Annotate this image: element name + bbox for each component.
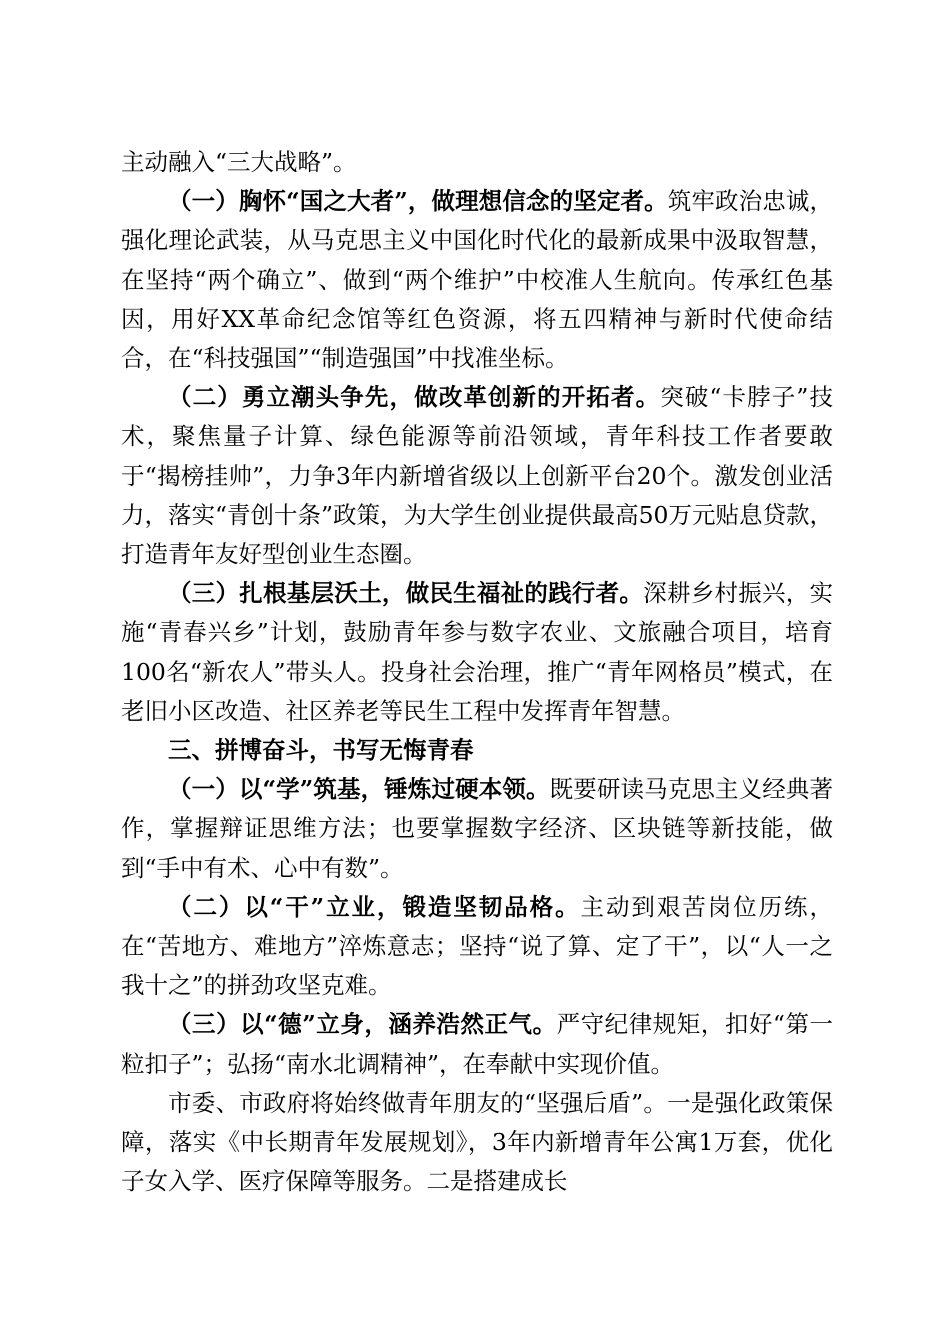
paragraph-lead: （二）以“干”立业，锻造坚韧品格。 — [168, 892, 581, 921]
paragraph-text: 主动到艰苦岗位历练，在“苦地方、难地方”淬炼意志；坚持“说了算、定了干”，以“人一之我十之”的拼劲攻坚克难。 — [121, 892, 833, 1000]
paragraph-lead: （三）以“德”立身，涵养浩然正气。 — [168, 1010, 557, 1039]
paragraph-lead: （一）胸怀“国之大者”，做理想信念的坚定者。 — [168, 187, 668, 216]
paragraph-2 — [121, 378, 833, 574]
paragraph-4 — [121, 770, 833, 888]
paragraph-lead: （一）以“学”筑基，锤炼过硬本领。 — [168, 775, 550, 804]
paragraph-lead: （二）勇立潮头争先，做改革创新的开拓者。 — [168, 383, 661, 412]
paragraph-text: 深耕乡村振兴，实施“青春兴乡”计划，鼓励青年参与数字农业、文旅融合项目，培育100名“新农人”带头人。投身社会治理，推广“青年网格员”模式，在老旧小区改造、社区养老等民生工程中发挥青年智慧。 — [121, 579, 834, 725]
section-heading-text: 三、拼博奋斗，书写无悔青春 — [168, 736, 474, 765]
paragraph-text: 主动融入“三大战略”。 — [121, 148, 357, 176]
paragraph-text: 严守纪律规矩，扣好“第一粒扣子”；弘扬“南水北调精神”，在奉献中实现价值。 — [121, 1010, 833, 1078]
paragraph-6 — [121, 1005, 833, 1083]
paragraph-text: 市委、市政府将始终做青年朋友的“坚强后盾”。一是强化政策保障，落实《中长期青年发展规划》，3年内新增青年公寓1万套，优化子女入学、医疗保障等服务。二是搭建成长 — [121, 1088, 833, 1196]
section-heading — [121, 731, 833, 770]
paragraph-text: 筑牢政治忠诚，强化理论武装，从马克思主义中国化时代化的最新成果中汲取智慧，在坚持“两个确立”、做到“两个维护”中校准人生航向。传承红色基因，用好XX革命纪念馆等红色资源，将五四精神与新时代使命结合，在“科技强国”“制造强国”中找准坐标。 — [121, 187, 833, 373]
paragraph-3 — [121, 574, 833, 731]
document-body — [121, 143, 833, 1201]
paragraph-5 — [121, 888, 833, 1006]
paragraph-7 — [121, 1084, 833, 1202]
paragraph-1 — [121, 182, 833, 378]
paragraph-text: 突破“卡脖子”技术，聚焦量子计算、绿色能源等前沿领域，青年科技工作者要敢于“揭榜挂帅”，力争3年内新增省级以上创新平台20个。激发创业活力，落实“青创十条”政策，为大学生创业提供最高50万元贴息贷款，打造青年友好型创业生态圈。 — [121, 383, 834, 569]
paragraph-continuation — [121, 143, 833, 182]
paragraph-text: 既要研读马克思主义经典著作，掌握辩证思维方法；也要掌握数字经济、区块链等新技能，做到“手中有术、心中有数”。 — [121, 775, 833, 882]
paragraph-lead: （三）扎根基层沃土，做民生福祉的践行者。 — [168, 579, 644, 608]
